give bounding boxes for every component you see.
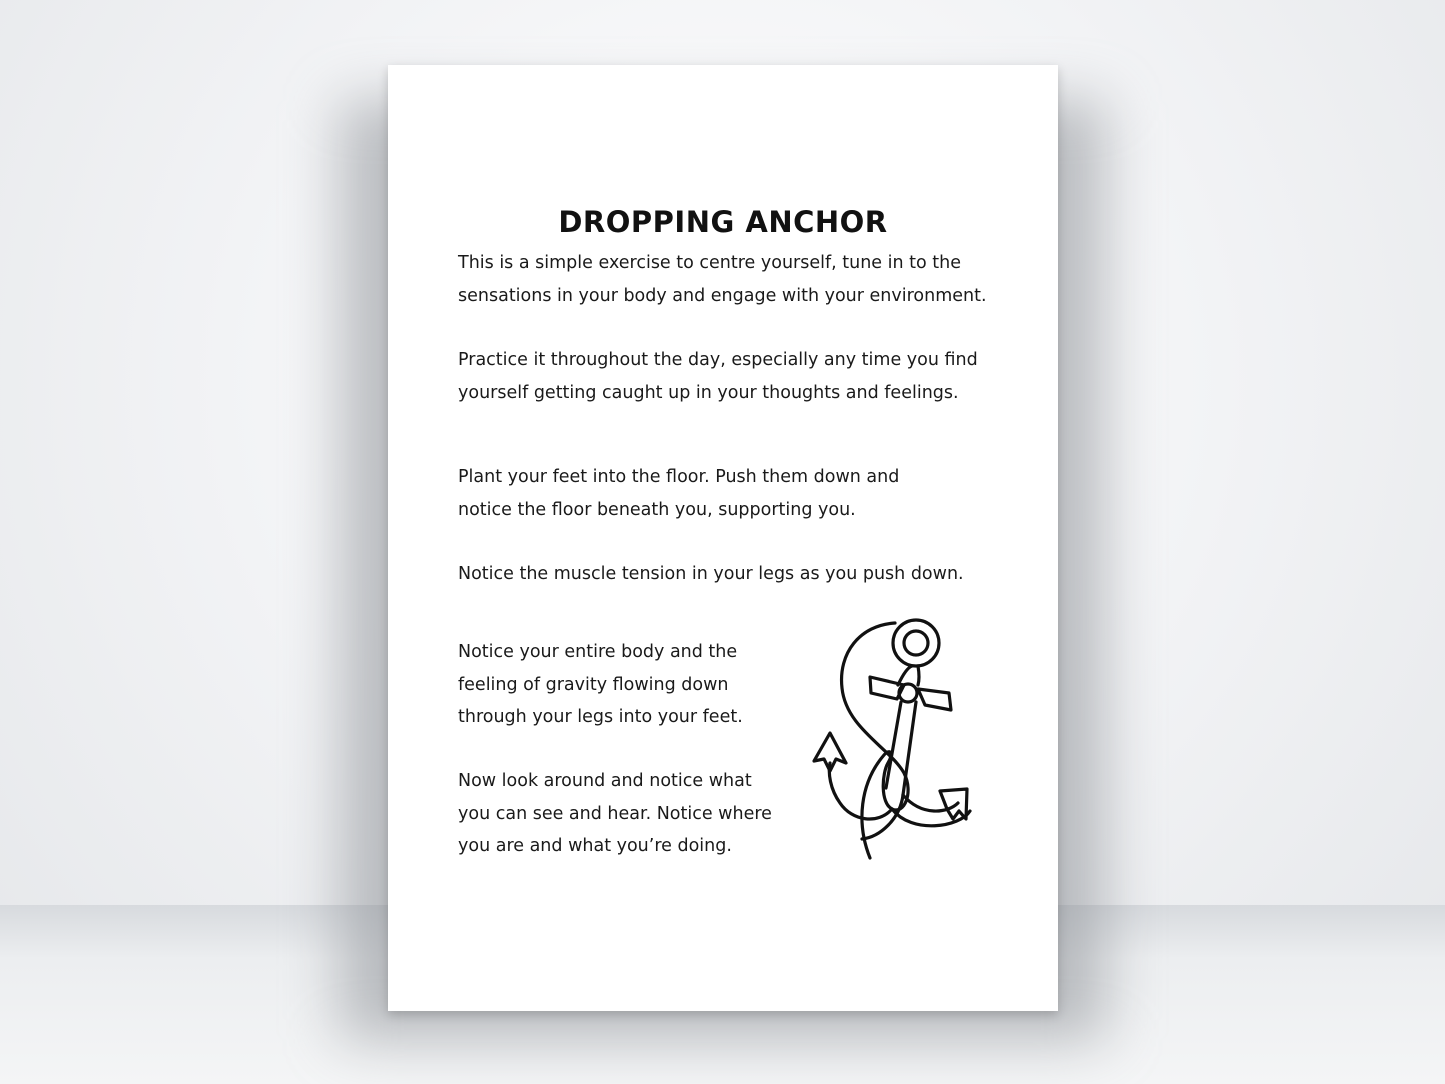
muscle-tension-paragraph: Notice the muscle tension in your legs as you push down. [458,564,964,584]
anchor-icon [800,613,972,865]
intro-paragraph: This is a simple exercise to centre yourself, tune in to the sensations in your body and engage with your environment. [458,253,987,306]
look-around-paragraph: Now look around and notice what you can see and hear. Notice where you are and what you’re doing. [458,771,772,856]
page-title: DROPPING ANCHOR [558,205,888,239]
entire-body-paragraph: Notice your entire body and the feeling of gravity flowing down through your legs into your feet. [458,642,743,727]
plant-feet-paragraph: Plant your feet into the floor. Push them down and notice the floor beneath you, supporting you. [458,467,900,520]
worksheet-page [388,65,1058,1011]
practice-paragraph: Practice it throughout the day, especially any time you find yourself getting caught up in your thoughts and feelings. [458,350,978,403]
